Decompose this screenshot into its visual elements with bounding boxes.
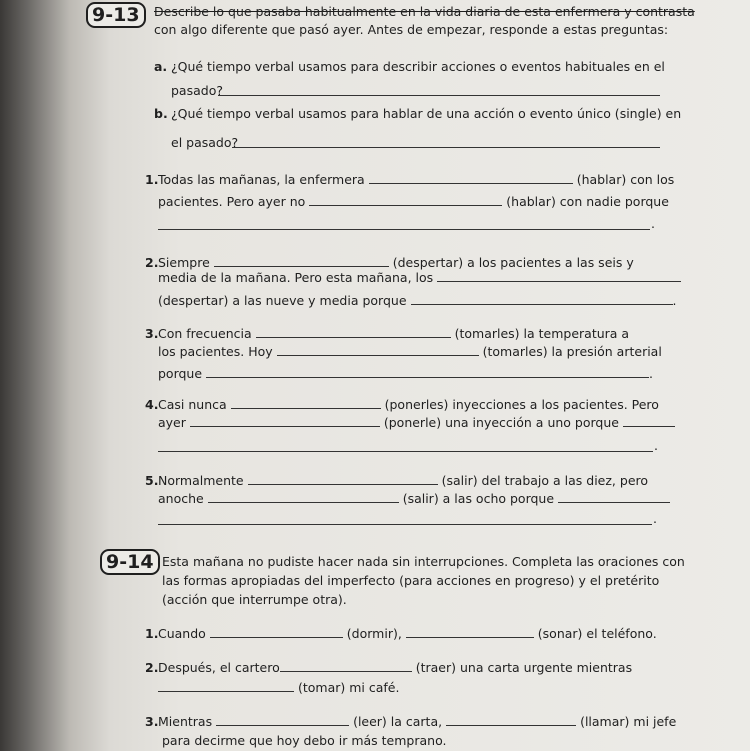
exercise-9-14-instructions-line-1: Esta mañana no pudiste hacer nada sin interrupciones. Completa las oraciones con <box>162 554 685 569</box>
exercise-9-14-item-3-blank-1[interactable] <box>216 714 349 726</box>
exercise-9-14-item-1-line-1 <box>158 626 657 641</box>
exercise-9-14-item-1-text-c: (sonar) el teléfono. <box>537 626 657 641</box>
item-3-line-1 <box>158 326 629 341</box>
exercise-9-14-item-2-blank-2[interactable] <box>158 680 294 692</box>
exercise-9-13-instructions-line-1: Describe lo que pasaba habitualmente en la vida diaria de esta enfermera y contrasta <box>154 4 695 19</box>
item-1-text-a: Todas las mañanas, la enfermera <box>158 172 365 187</box>
item-2-text-a: Siempre <box>158 255 210 270</box>
item-5-blank-1[interactable] <box>248 473 438 485</box>
item-5-text-c: anoche <box>158 491 204 506</box>
item-3-text-c: los pacientes. Hoy <box>158 344 273 359</box>
item-4-text-b: (ponerles) inyecciones a los pacientes. Pero <box>384 397 659 412</box>
item-3-text-d: (tomarles) la presión arterial <box>482 344 662 359</box>
exercise-9-14-instructions-line-3: (acción que interrumpe otra). <box>162 592 347 607</box>
exercise-9-14-item-1-text-b: (dormir), <box>346 626 402 641</box>
exercise-9-14-item-1-number: 1. <box>145 626 159 641</box>
item-3-number: 3. <box>145 326 159 341</box>
question-a-line-1: ¿Qué tiempo verbal usamos para describir acciones o eventos habituales en el <box>171 59 665 74</box>
bleed-through-text <box>120 60 124 73</box>
exercise-9-14-item-2-number: 2. <box>145 660 159 675</box>
item-5-text-d: (salir) a las ocho porque <box>402 491 555 506</box>
item-3-blank-2[interactable] <box>277 344 479 356</box>
question-b-line-1: ¿Qué tiempo verbal usamos para hablar de una acción o evento único (single) en <box>171 106 682 121</box>
item-4-period: . <box>654 438 658 453</box>
question-b-line-2: el pasado? <box>171 135 239 150</box>
exercise-9-14-item-3-blank-2[interactable] <box>446 714 576 726</box>
item-5-blank-3[interactable] <box>558 491 670 503</box>
item-2-period: . <box>672 293 677 308</box>
item-1-line-2 <box>158 194 669 209</box>
answer-blank-a[interactable] <box>218 95 660 96</box>
item-4-text-d: (ponerle) una inyección a uno porque <box>383 415 619 430</box>
exercise-number-9-13: 9-13 <box>86 2 146 28</box>
item-5-line-2 <box>158 491 670 506</box>
question-a-letter: a. <box>154 59 168 74</box>
item-2-line-3 <box>158 293 676 308</box>
item-4-number: 4. <box>145 397 159 412</box>
item-2-line-2 <box>158 270 681 285</box>
item-5-text-b: (salir) del trabajo a las diez, pero <box>441 473 649 488</box>
exercise-9-14-item-3-line-1 <box>158 714 676 729</box>
answer-blank-b[interactable] <box>232 147 660 148</box>
exercise-9-14-item-3-text-c: (llamar) mi jefe <box>580 714 677 729</box>
item-2-text-c: media de la mañana. Pero esta mañana, los <box>158 270 434 285</box>
item-1-blank-2[interactable] <box>309 194 502 206</box>
item-2-blank-3[interactable] <box>411 293 673 305</box>
item-5-blank-4[interactable] <box>158 524 652 525</box>
item-1-line-1 <box>158 172 674 187</box>
item-2-line-1 <box>158 255 634 270</box>
question-a-line-2: pasado? <box>171 83 223 98</box>
item-4-blank-1[interactable] <box>231 397 381 409</box>
item-3-text-b: (tomarles) la temperatura a <box>454 326 630 341</box>
exercise-9-14-item-3-line-2: para decirme que hoy debo ir más temprano. <box>162 733 447 748</box>
exercise-number-9-14: 9-14 <box>100 549 160 575</box>
item-4-blank-3[interactable] <box>623 415 675 427</box>
item-1-blank-3[interactable] <box>158 229 650 230</box>
item-5-line-1 <box>158 473 648 488</box>
exercise-9-14-item-2-text-a: Después, el cartero <box>158 660 280 675</box>
item-5-blank-2[interactable] <box>208 491 399 503</box>
item-1-period: . <box>651 216 655 231</box>
item-4-line-2 <box>158 415 675 430</box>
item-4-text-c: ayer <box>158 415 186 430</box>
item-4-blank-4[interactable] <box>158 451 653 452</box>
item-1-text-d: (hablar) con nadie porque <box>506 194 669 209</box>
exercise-9-14-item-2-blank-1[interactable] <box>280 660 412 672</box>
exercise-9-14-item-3-number: 3. <box>145 714 159 729</box>
exercise-9-14-item-1-blank-1[interactable] <box>210 626 343 638</box>
item-3-period: . <box>649 366 654 381</box>
exercise-9-14-item-1-text-a: Cuando <box>158 626 206 641</box>
exercise-9-14-item-1-blank-2[interactable] <box>406 626 534 638</box>
exercise-9-14-item-2-line-2 <box>158 680 399 695</box>
item-3-text-e: porque <box>158 366 203 381</box>
item-2-number: 2. <box>145 255 159 270</box>
exercise-9-13-instructions-line-2: con algo diferente que pasó ayer. Antes de empezar, responde a estas preguntas: <box>154 22 669 37</box>
item-2-blank-1[interactable] <box>214 255 389 267</box>
item-5-text-a: Normalmente <box>158 473 244 488</box>
item-2-text-d: (despertar) a las nueve y media porque <box>158 293 407 308</box>
exercise-9-14-item-3-text-a: Mientras <box>158 714 213 729</box>
item-2-text-b: (despertar) a los pacientes a las seis y <box>392 255 634 270</box>
item-5-period: . <box>653 511 657 526</box>
question-b-letter: b. <box>154 106 168 121</box>
item-3-line-3 <box>158 366 653 381</box>
exercise-9-14-item-2-text-b: (traer) una carta urgente mientras <box>415 660 633 675</box>
exercise-9-14-item-3-text-b: (leer) la carta, <box>353 714 443 729</box>
item-4-blank-2[interactable] <box>190 415 380 427</box>
item-3-line-2 <box>158 344 662 359</box>
item-1-text-c: pacientes. Pero ayer no <box>158 194 306 209</box>
item-1-blank-1[interactable] <box>369 172 573 184</box>
item-5-number: 5. <box>145 473 159 488</box>
item-3-blank-3[interactable] <box>206 366 649 378</box>
exercise-9-14-item-2-line-1 <box>158 660 632 675</box>
exercise-9-14-instructions-line-2: las formas apropiadas del imperfecto (para acciones en progreso) y el pretérito <box>162 573 660 588</box>
item-3-blank-1[interactable] <box>256 326 451 338</box>
item-4-line-1 <box>158 397 659 412</box>
item-4-text-a: Casi nunca <box>158 397 227 412</box>
item-1-text-b: (hablar) con los <box>576 172 675 187</box>
item-1-number: 1. <box>145 172 159 187</box>
item-2-blank-2[interactable] <box>437 270 681 282</box>
item-3-text-a: Con frecuencia <box>158 326 252 341</box>
exercise-9-14-item-2-text-c: (tomar) mi café. <box>297 680 400 695</box>
